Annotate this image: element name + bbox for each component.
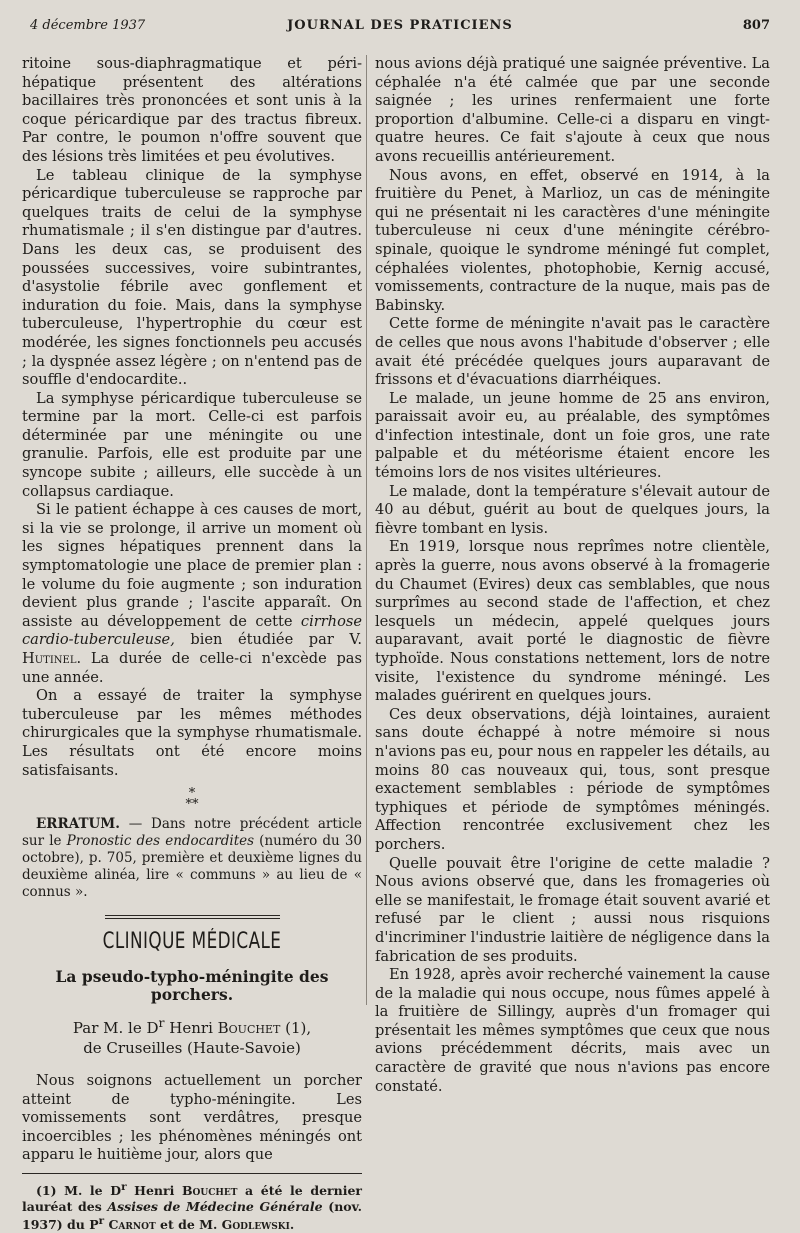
paragraph: Si le patient échappe à ces causes de mort, si la vie se prolonge, il arrive un moment où les signes hépatiques prennent dans la symptomatologie une place de premier plan : le volume du foie augmente ; son induration devient plus grande ; l'ascite apparaît. On assiste au développement de cette cirrhose cardio-tuberculeuse, bien étudiée par V. Hutinel. La durée de celle-ci n'excède pas une année. bbox=[22, 501, 362, 686]
erratum-note: ERRATUM. — Dans notre précédent article sur le Pronostic des endocardites (numéro du 30 octobre), p. 705, première et deuxième lignes du deuxième alinéa, lire « communs » au lieu de « connus ». bbox=[22, 816, 363, 901]
paragraph: Cette forme de méningite n'avait pas le caractère de celles que nous avons l'habitude d'observer ; elle avait été précédée quelques jours auparavant de frissons et d'évacuations diarrhéiques. bbox=[375, 315, 770, 389]
running-header bbox=[30, 18, 770, 40]
header-journal-title: JOURNAL DES PRATICIENS bbox=[287, 18, 513, 33]
paragraph: La symphyse péricardique tuberculeuse se termine par la mort. Celle-ci est parfois déterminée par une méningite ou une granulie. Parfois, elle est produite par une syncope subite ; ailleurs, elle succède à un collapsus cardiaque. bbox=[22, 389, 362, 500]
paragraph: Le malade, un jeune homme de 25 ans environ, paraissait avoir eu, au préalable, des symptômes d'infection intestinale, dont un foie gros, une rate palpable et du météorisme étaient encore les témoins lors de nos visites ultérieures. bbox=[375, 389, 770, 482]
paragraph: Quelle pouvait être l'origine de cette maladie ? Nous avions observé que, dans les fromageries où elle se manifestait, le fromage était souvent avarié et refusé par le client ; aussi nous risquions d'incriminer l'industrie laitière de négligence dans la fabrication de ses produits. bbox=[375, 854, 770, 965]
author-name: Hutinel bbox=[22, 650, 77, 667]
left-column bbox=[22, 55, 362, 1233]
paragraph: Nous avons, en effet, observé en 1914, à la fruitière du Penet, à Marlioz, un cas de méningite qui ne présentait ni les caractères d'une méningite tuberculeuse ni ceux d'une méningite cérébro-spinale, quoique le syndrome méningé fut complet, céphalées violentes, photophobie, Kernig accusé, vomissements, contracture de la nuque, mais pas de Babinsky. bbox=[375, 166, 770, 314]
author-name: Bouchet bbox=[217, 1018, 281, 1037]
paragraph: En 1919, lorsque nous reprîmes notre clientèle, après la guerre, nous avons observé à la fromagerie du Chaumet (Evires) deux cas semblables, que nous surprîmes au second stade de l'affection, et chez lesquels un médecin, appelé quelques jours auparavant, avait porté le diagnostic de fièvre typhoïde. Nous constations nettement, lors de notre visite, l'existence du syndrome méningé. Les malades guérirent en quelques jours. bbox=[375, 538, 770, 705]
column-divider bbox=[366, 55, 367, 1005]
header-date: 4 décembre 1937 bbox=[30, 18, 146, 33]
paragraph: nous avions déjà pratiqué une saignée préventive. La céphalée n'a été calmée que par une seconde saignée ; les urines renfermaient une forte proportion d'albumine. Celle-ci a disparu en vingt-quatre heures. Ce fait s'ajoute à ceux que nous avons recueillis antérieurement. bbox=[375, 55, 770, 165]
footnote-rule bbox=[22, 1173, 362, 1174]
paragraph: En 1928, après avoir recherché vainement la cause de la maladie qui nous occupe, nous fûmes appelé à la fruitière de Sillingy, auprès d'un fromager qui présentait les mêmes symptômes que ceux que nous avions précédemment décrits, mais avec un caractère de gravité que nous n'avions pas encore constaté. bbox=[375, 966, 770, 1095]
paragraph: On a essayé de traiter la symphyse tuberculeuse par les mêmes méthodes chirurgicales que la symphyse rhumatismale. Les résultats ont été encore moins satisfaisants. bbox=[22, 687, 362, 779]
paragraph: Nous soignons actuellement un porcher atteint de typho-méningite. Les vomissements sont verdâtres, presque incoercibles ; les phénomènes méningés ont apparu le huitième jour, alors que bbox=[22, 1071, 362, 1164]
byline: Par M. le $D^r$ Henri Bouchet (1), de Cruseilles (Haute-Savoie) bbox=[72, 1014, 312, 1057]
article-title: La pseudo-typho-méningite des porchers. bbox=[55, 966, 329, 1005]
section-title: CLINIQUE MÉDICALE bbox=[102, 929, 282, 955]
section-separator-stars: * ** bbox=[185, 786, 199, 813]
paragraph: ritoine sous-diaphragmatique et péri-hépatique présentent des altérations bacillaires très prononcées et sont unis à la coque péricardique par des tractus fibreux. Par contre, le poumon n'offre souvent que des lésions très limitées et peu évolutives. bbox=[22, 55, 362, 165]
paragraph: Le tableau clinique de la symphyse péricardique tuberculeuse se rapproche par quelques traits de celui de la symphyse rhumatismale ; il s'en distingue par d'autres. Dans les deux cas, se produisent des poussées successives, voire subintrantes, d'asystolie fébrile avec gonflement et induration du foie. Mais, dans la symphyse tuberculeuse, l'hypertrophie du cœur est modérée, les signes fonctionnels peu accusés ; la dyspnée assez légère ; on n'entend pas de souffle d'endocardite.. bbox=[22, 166, 362, 389]
right-column bbox=[375, 55, 770, 1096]
paragraph: Le malade, dont la température s'élevait autour de 40 au début, guérit au bout de quelques jours, la fièvre tombant en lysis. bbox=[375, 482, 770, 537]
paragraph: Ces deux observations, déjà lointaines, auraient sans doute échappé à notre mémoire si nous n'avions pas eu, pour nous en rappeler les détails, au moins 80 cas nouveaux qui, tous, sont presque exactement semblables : période de symptômes typhiques et période de symptômes méningés. Affection rencontrée exclusivement chez les porchers. bbox=[375, 705, 770, 853]
header-page-number: 807 bbox=[742, 18, 770, 33]
double-rule-divider bbox=[105, 915, 280, 919]
footnote: (1) M. le $D^r$ Henri Bouchet a été le dernier lauréat des Assises de Médecine Générale (nov. 1937) du $P^r$ Carnot et de M. Godlewski. bbox=[22, 1180, 363, 1233]
